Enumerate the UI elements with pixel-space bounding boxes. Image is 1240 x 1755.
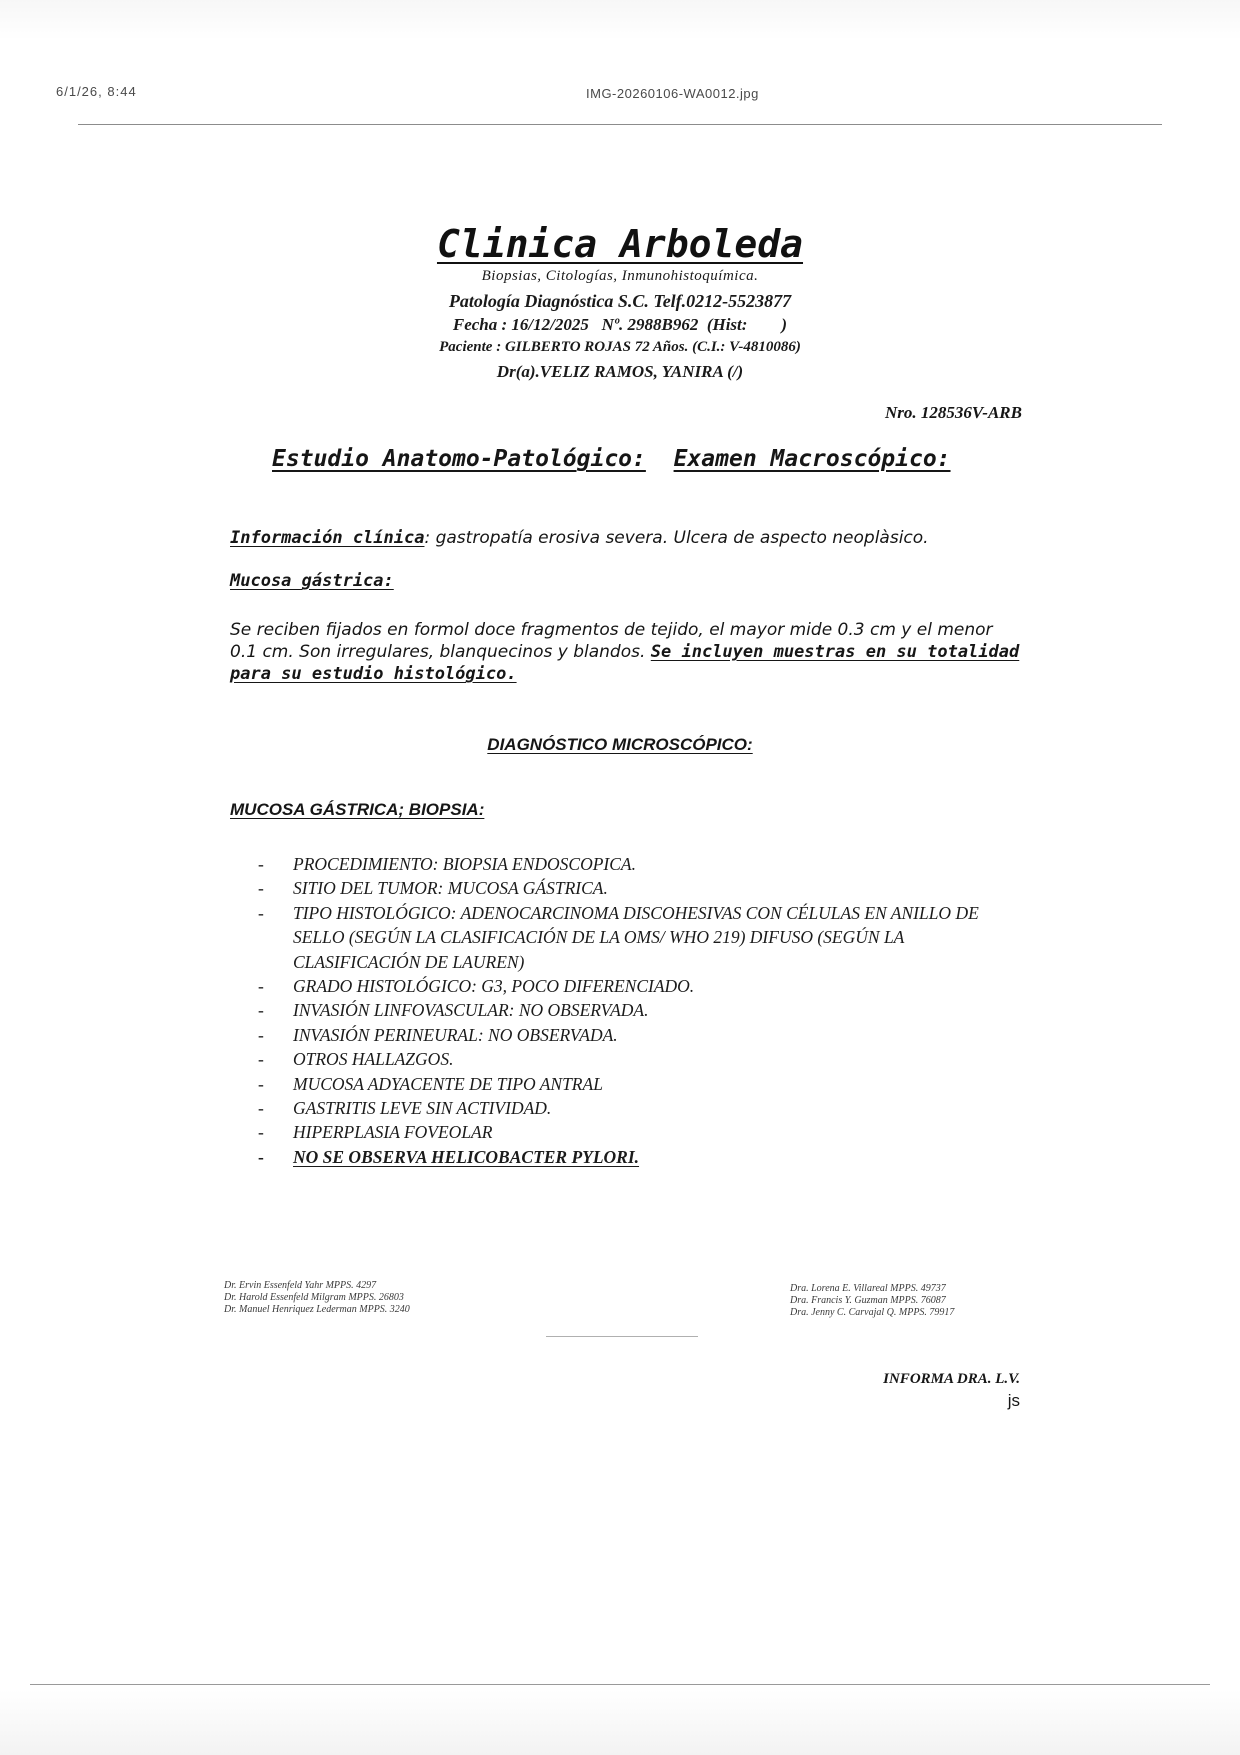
clinic-services: Biopsias, Citologías, Inmunohistoquímica. — [481, 268, 759, 284]
macro-strong-text: Se incluyen muestras en su totalidad para su estudio histológico. — [230, 642, 1020, 684]
study-title-right: Examen Macroscópico: — [673, 446, 951, 472]
finding-item: - OTROS HALLAZGOS. — [258, 1047, 1028, 1071]
signature-line: Dr. Harold Essenfeld Milgram MPPS. 26803 — [224, 1292, 404, 1303]
print-date: 6/1/26, 8:44 — [56, 84, 137, 99]
clinic-company-phone: Patología Diagnóstica S.C. Telf.0212-5523877 — [448, 291, 792, 311]
clinical-info-label: Información clínica — [230, 528, 425, 548]
finding-item-helicobacter: - NO SE OBSERVA HELICOBACTER PYLORI. — [258, 1145, 1028, 1169]
signatures-left — [224, 1280, 410, 1316]
finding-item: - INVASIÓN LINFOVASCULAR: NO OBSERVADA. — [258, 998, 1028, 1022]
diagnosis-subtitle: MUCOSA GÁSTRICA; BIOPSIA: — [230, 800, 485, 819]
signature-line: Dra. Lorena E. Villareal MPPS. 49737 — [790, 1283, 946, 1294]
macro-description — [230, 619, 1020, 685]
patient-line: Paciente : GILBERTO ROJAS 72 Años. (C.I.: V-4810086) — [439, 339, 801, 355]
finding-item: - HIPERPLASIA FOVEOLAR — [258, 1120, 1028, 1144]
report-number: Nro. 128536V-ARB — [885, 403, 1022, 422]
header-rule — [78, 124, 1162, 125]
clinic-name: Clinica Arboleda — [436, 222, 804, 266]
signatures-right — [790, 1283, 954, 1319]
report-date-line: Fecha : 16/12/2025 Nº. 2988B962 (Hist: ) — [452, 315, 788, 334]
study-title — [272, 446, 951, 472]
clinical-info — [230, 527, 1020, 549]
study-title-left: Estudio Anatomo-Patológico: — [272, 446, 646, 472]
diagnosis-title: DIAGNÓSTICO MICROSCÓPICO: — [487, 735, 753, 754]
macro-label: Mucosa gástrica: — [230, 571, 394, 591]
footer-rule — [30, 1684, 1210, 1685]
finding-item: - GASTRITIS LEVE SIN ACTIVIDAD. — [258, 1096, 1028, 1120]
doctor-line: Dr(a).VELIZ RAMOS, YANIRA (/) — [496, 362, 744, 381]
clinical-info-text: : gastropatía erosiva severa. Ulcera de aspecto neoplàsico. — [424, 528, 929, 548]
signature-line: Dr. Ervin Essenfeld Yahr MPPS. 4297 — [224, 1280, 377, 1291]
signature-divider — [546, 1336, 698, 1337]
finding-item: - INVASIÓN PERINEURAL: NO OBSERVADA. — [258, 1023, 1028, 1047]
print-filename: IMG-20260106-WA0012.jpg — [586, 86, 759, 101]
macro-text: Se reciben fijados en formol doce fragmentos de tejido, el mayor mide 0.3 cm y el menor 0.1 cm. Son irregulares, blanquecinos y blandos. — [230, 620, 993, 662]
signature-line: Dra. Jenny C. Carvajal Q. MPPS. 79917 — [790, 1307, 955, 1318]
finding-item: - MUCOSA ADYACENTE DE TIPO ANTRAL — [258, 1072, 1028, 1096]
finding-item: - TIPO HISTOLÓGICO: ADENOCARCINOMA DISCOHESIVAS CON CÉLULAS EN ANILLO DE SELLO (SEGÚN LA CLASIFICACIÓN DE LA OMS/ WHO 219) DIFUSO (SEGÚN LA CLASIFICACIÓN DE LAUREN) — [258, 901, 1028, 974]
informing-doctor: INFORMA DRA. L.V. — [883, 1371, 1020, 1387]
finding-item: - PROCEDIMIENTO: BIOPSIA ENDOSCOPICA. — [258, 852, 1028, 876]
finding-item: - GRADO HISTOLÓGICO: G3, POCO DIFERENCIADO. — [258, 974, 1028, 998]
typist-initials: js — [1007, 1391, 1020, 1410]
diagnosis-findings-list — [258, 852, 1028, 1169]
signature-line: Dra. Francis Y. Guzman MPPS. 76087 — [790, 1295, 946, 1306]
signature-line: Dr. Manuel Henriquez Lederman MPPS. 3240 — [224, 1304, 410, 1315]
finding-item: - SITIO DEL TUMOR: MUCOSA GÁSTRICA. — [258, 876, 1028, 900]
